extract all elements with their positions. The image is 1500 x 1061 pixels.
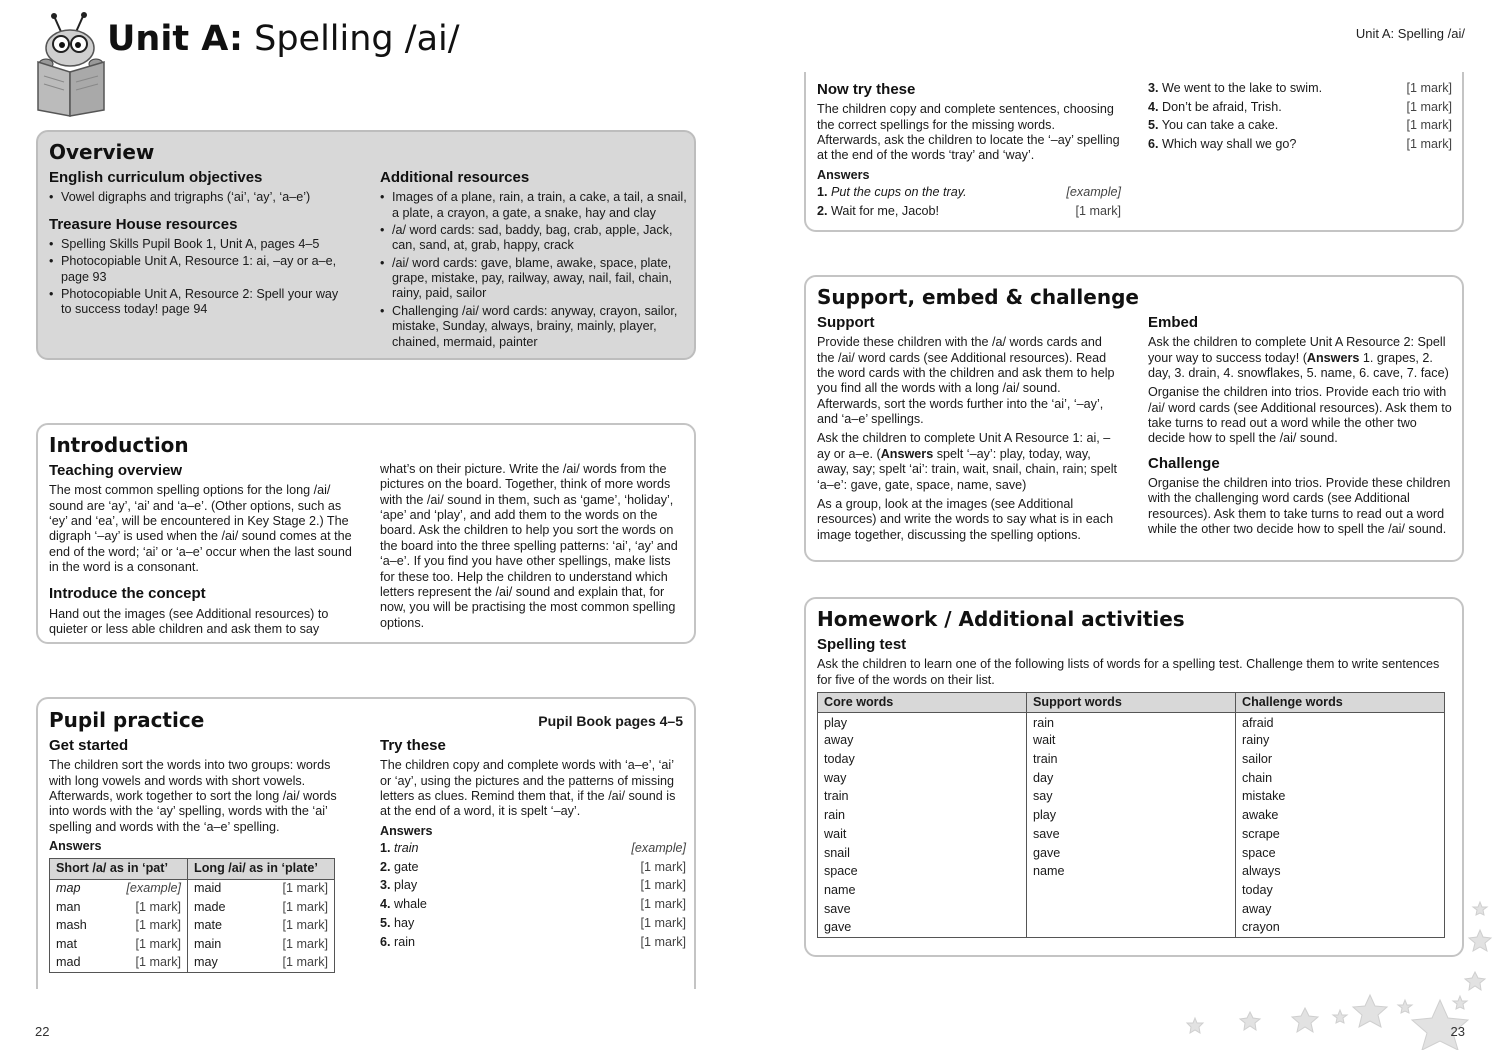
long-word: may bbox=[194, 955, 218, 970]
pupil-book-pages: Pupil Book pages 4–5 bbox=[538, 713, 683, 729]
mark-label: [1 mark] bbox=[640, 915, 686, 930]
mark-label: [1 mark] bbox=[640, 934, 686, 949]
answer-number: 3. bbox=[1148, 81, 1159, 95]
mark-label: [1 mark] bbox=[135, 937, 181, 952]
support-embed-challenge-box bbox=[804, 275, 1464, 562]
treasure-item: • Spelling Skills Pupil Book 1, Unit A, pages 4–5 bbox=[49, 237, 349, 252]
support-group-text: As a group, look at the images (see Additional resources) and write the words to say what is in each image together, discussing the spelling options. bbox=[817, 496, 1114, 542]
vowel-sort-table bbox=[49, 858, 335, 973]
table-row bbox=[50, 879, 335, 898]
table-row bbox=[818, 750, 1445, 769]
embed-heading: Embed bbox=[1148, 314, 1199, 331]
word-cell: day bbox=[1027, 769, 1236, 788]
answer-item bbox=[1148, 79, 1452, 98]
long-word: main bbox=[194, 937, 222, 952]
table-cell bbox=[188, 935, 335, 954]
word-cell: today bbox=[818, 750, 1027, 769]
word-cell: awake bbox=[1236, 806, 1445, 825]
answer-item bbox=[1148, 116, 1452, 135]
support-heading: Support, embed & challenge bbox=[817, 285, 1139, 309]
answer-number: 1. bbox=[380, 841, 391, 856]
answer-item bbox=[380, 933, 686, 952]
table-row bbox=[50, 935, 335, 954]
word-cell: always bbox=[1236, 863, 1445, 882]
short-word: mash bbox=[56, 918, 87, 933]
get-started-column bbox=[49, 737, 349, 973]
word-cell: play bbox=[818, 713, 1027, 732]
introduce-concept-text: Hand out the images (see Additional resources) to quieter or less able children and ask them to say bbox=[49, 606, 329, 637]
table-row bbox=[818, 788, 1445, 807]
long-word: mate bbox=[194, 918, 222, 933]
resource-item: • Challenging /ai/ word cards: anyway, crayon, sailor, mistake, Sunday, always, brainy, mainly, player, chained, mermaid, painter bbox=[380, 304, 688, 350]
answer-item bbox=[1148, 135, 1452, 154]
answer-number: 6. bbox=[1148, 137, 1159, 152]
introduction-left-column bbox=[49, 462, 355, 641]
answer-word: Which way shall we go? bbox=[1162, 137, 1297, 152]
introduction-right-column bbox=[380, 462, 688, 635]
word-cell: away bbox=[818, 732, 1027, 751]
short-word: mat bbox=[56, 937, 77, 952]
running-head: Unit A: Spelling /ai/ bbox=[1355, 26, 1465, 41]
mark-label: [example] bbox=[126, 881, 181, 896]
table-row bbox=[818, 844, 1445, 863]
answer-number: 3. bbox=[380, 878, 391, 893]
mark-label: [1 mark] bbox=[282, 881, 328, 896]
support-resource-text: Ask the children to complete Unit A Resource 1: ai, –ay or a–e. (Answers spelt ‘–ay’: play, today, way, away, say; spelt ‘ai’: train, wait, snail, chain, rain; spelt ‘a–e’: gave, gate, space, name, save) bbox=[817, 431, 1118, 492]
word-cell: rainy bbox=[1236, 732, 1445, 751]
table-header: Core words bbox=[818, 693, 1027, 713]
embed-trio-text: Organise the children into trios. Provide each trio with /ai/ word cards (see Additional resources). Ask them to take turns to read out a word while the other two decide how to spell the /ai/ sound. bbox=[1148, 385, 1452, 446]
word-cell: rain bbox=[818, 806, 1027, 825]
embed-text: Ask the children to complete Unit A Resource 2: Spell your way to success today! (Answers 1. grapes, 2. day, 3. drain, 4. snowflakes, 5. name, 6. cave, 7. face) bbox=[1148, 335, 1449, 381]
answer-number: 1. bbox=[817, 185, 828, 200]
mark-label: [1 mark] bbox=[282, 937, 328, 952]
table-cell bbox=[188, 898, 335, 917]
word-cell: chain bbox=[1236, 769, 1445, 788]
answer-number: 6. bbox=[380, 934, 391, 949]
table-row bbox=[50, 898, 335, 917]
table-cell bbox=[50, 898, 188, 917]
mark-label: [1 mark] bbox=[1406, 137, 1452, 152]
challenge-heading: Challenge bbox=[1148, 454, 1220, 472]
answer-item bbox=[380, 876, 686, 895]
support-subheading: Support bbox=[817, 314, 875, 331]
table-row bbox=[818, 713, 1445, 732]
mark-label: [1 mark] bbox=[282, 918, 328, 933]
spelling-test-text: Ask the children to learn one of the following lists of words for a spelling test. Challenge them to write sentences for five of the words on their list. bbox=[817, 657, 1440, 687]
answer-item bbox=[380, 895, 686, 914]
word-cell: snail bbox=[818, 844, 1027, 863]
support-text: Provide these children with the /a/ words cards and the /ai/ word cards (see Additional resources). Read the word cards with the children and ask them to help you find all the words with a long /ai/ sound. Afterwards, sort the words further into the ‘ai’, ‘–ay’, and ‘a–e’ spellings. bbox=[817, 335, 1115, 427]
table-cell bbox=[188, 954, 335, 973]
answer-item bbox=[380, 858, 686, 877]
answer-number: 5. bbox=[1148, 118, 1159, 133]
overview-left-column bbox=[49, 169, 349, 320]
resource-item: • Images of a plane, rain, a train, a cake, a tail, a snail, a plate, a crayon, a gate, a snake, hay and clay bbox=[380, 190, 688, 221]
treasure-item: • Photocopiable Unit A, Resource 1: ai, –ay or a–e, page 93 bbox=[49, 254, 349, 285]
word-cell: wait bbox=[1027, 732, 1236, 751]
word-cell: train bbox=[1027, 750, 1236, 769]
teaching-overview-heading: Teaching overview bbox=[49, 462, 183, 479]
word-cell: way bbox=[818, 769, 1027, 788]
answer-word: Put the cups on the tray. bbox=[831, 185, 967, 200]
answers-label: Answers bbox=[49, 839, 102, 854]
short-word: man bbox=[56, 899, 81, 914]
try-these-text: The children copy and complete words with ‘a–e’, ‘ai’ or ‘ay’, using the pictures and the patterns of missing letters as clues. Remind them that, if the /ai/ sound is at the end of a word, it is spelt ‘–ay’. bbox=[380, 758, 676, 819]
word-cell: today bbox=[1236, 881, 1445, 900]
now-answers-right bbox=[1148, 79, 1452, 154]
mark-label: [1 mark] bbox=[282, 899, 328, 914]
mark-label: [1 mark] bbox=[640, 859, 686, 874]
word-cell: space bbox=[1236, 844, 1445, 863]
support-column bbox=[817, 314, 1119, 547]
answer-word: We went to the lake to swim. bbox=[1162, 81, 1323, 95]
long-word: made bbox=[194, 899, 226, 914]
homework-heading: Homework / Additional activities bbox=[817, 607, 1185, 631]
right-page bbox=[750, 0, 1500, 1061]
challenge-text: Organise the children into trios. Provide these children with the challenging word cards (see Additional resources). Ask them to take turns to read out a word while the other two decide how to spell the /ai/ sound. bbox=[1148, 476, 1451, 537]
answer-item bbox=[380, 839, 686, 858]
answer-number: 2. bbox=[817, 203, 828, 218]
get-started-text: The children sort the words into two groups: words with long vowels and words with short vowels. Afterwards, work together to sort the long /ai/ words into words with the ‘ay’ spelling, words with the ‘ai’ spelling and words with the ‘a–e’ spelling. bbox=[49, 758, 337, 834]
word-cell: wait bbox=[818, 825, 1027, 844]
table-cell bbox=[50, 935, 188, 954]
teaching-overview-text: The most common spelling options for the long /ai/ sound are ‘ay’, ‘ai’ and ‘a–e’. (Other options, such as ‘ey’ and ‘ea’, will be encountered in Key Stage 2.) The digraph ‘–ay’ is used when the /ai/ sound comes at the end of the word; ‘ai’ or ‘a–e’ occur when the last sound in the word is a consonant. bbox=[49, 483, 352, 575]
introduction-continued-text: what’s on their picture. Write the /ai/ words from the pictures on the board. Together, think of more words with the /ai/ sound in them, such as ‘game’, ‘holiday’, ‘ape’ and ‘play’, and add them to the words on the board. Ask the children to help you sort the words on the board into the three spelling patterns: ‘ai’, ‘ay’ and ‘a–e’. If you find you have other spellings, make lists for these too. Help the children to understand which letters represent the /ai/ sound and explain that, for now, you will be practising the most common spelling options. bbox=[380, 462, 678, 630]
table-header: Challenge words bbox=[1236, 693, 1445, 713]
mark-label: [1 mark] bbox=[1075, 203, 1121, 218]
now-answers-left bbox=[817, 183, 1121, 220]
now-try-these-heading: Now try these bbox=[817, 81, 916, 98]
mark-label: [1 mark] bbox=[135, 899, 181, 914]
table-header: Support words bbox=[1027, 693, 1236, 713]
answer-item bbox=[817, 183, 1121, 202]
introduce-concept-heading: Introduce the concept bbox=[49, 585, 206, 603]
word-cell: away bbox=[1236, 900, 1445, 919]
long-word: maid bbox=[194, 881, 222, 896]
answer-word: rain bbox=[394, 934, 416, 949]
table-cell bbox=[188, 917, 335, 936]
word-cell: name bbox=[818, 881, 1027, 900]
reading-bug-mascot-icon bbox=[32, 12, 110, 120]
word-cell: rain bbox=[1027, 713, 1236, 732]
mark-label: [1 mark] bbox=[1406, 118, 1452, 133]
spelling-test-section bbox=[817, 636, 1453, 938]
mark-label: [1 mark] bbox=[640, 878, 686, 893]
mark-label: [1 mark] bbox=[1406, 99, 1452, 114]
introduction-heading: Introduction bbox=[49, 433, 189, 457]
answer-item bbox=[380, 914, 686, 933]
table-header: Short /a/ as in ‘pat’ bbox=[50, 859, 188, 879]
word-cell: train bbox=[818, 788, 1027, 807]
answer-number: 4. bbox=[1148, 99, 1159, 114]
overview-box bbox=[36, 130, 696, 360]
mark-label: [example] bbox=[1066, 185, 1121, 200]
resource-item: • /a/ word cards: sad, baddy, bag, crab, apple, Jack, can, sand, at, grab, happy, crack bbox=[380, 223, 688, 254]
pupil-practice-heading: Pupil practice bbox=[49, 708, 205, 732]
resource-item: • /ai/ word cards: gave, blame, awake, space, plate, grape, mistake, pay, railway, away, nail, fail, chain, rainy, paid, sailor bbox=[380, 256, 688, 302]
additional-resources-heading: Additional resources bbox=[380, 169, 530, 186]
table-cell bbox=[50, 917, 188, 936]
table-row bbox=[818, 881, 1445, 900]
answer-word: You can take a cake. bbox=[1161, 118, 1279, 133]
objective-item: • Vowel digraphs and trigraphs (‘ai’, ‘ay’, ‘a–e’) bbox=[49, 190, 349, 205]
get-started-heading: Get started bbox=[49, 737, 129, 754]
introduction-box bbox=[36, 423, 696, 644]
word-cell: save bbox=[1027, 825, 1236, 844]
overview-right-column bbox=[380, 169, 688, 352]
table-row bbox=[818, 825, 1445, 844]
mark-label: [1 mark] bbox=[135, 955, 181, 970]
word-cell: crayon bbox=[1236, 919, 1445, 938]
try-these-column bbox=[380, 737, 686, 951]
answer-number: 4. bbox=[380, 897, 391, 912]
mark-label: [1 mark] bbox=[135, 918, 181, 933]
page-title: Unit A: Spelling /ai/ bbox=[107, 19, 460, 59]
word-cell: play bbox=[1027, 806, 1236, 825]
embed-challenge-column bbox=[1148, 314, 1456, 542]
word-cell: mistake bbox=[1236, 788, 1445, 807]
word-cell: gave bbox=[818, 919, 1027, 938]
answer-word: whale bbox=[394, 897, 427, 912]
answer-word: train bbox=[394, 841, 419, 856]
table-header: Long /ai/ as in ‘plate’ bbox=[188, 859, 335, 879]
treasure-house-heading: Treasure House resources bbox=[49, 215, 238, 233]
spelling-test-heading: Spelling test bbox=[817, 636, 907, 653]
word-cell: afraid bbox=[1236, 713, 1445, 732]
answer-item bbox=[817, 202, 1121, 221]
page-number-left: 22 bbox=[35, 1024, 50, 1039]
objectives-heading: English curriculum objectives bbox=[49, 169, 263, 186]
now-try-these-text: The children copy and complete sentences, choosing the correct spellings for the missing words. Afterwards, ask the children to locate the ‘–ay’ spelling at the end of the words ‘tray’ and ‘way’. bbox=[817, 102, 1120, 163]
word-cell: sailor bbox=[1236, 750, 1445, 769]
short-word: map bbox=[56, 881, 81, 896]
word-cell: save bbox=[818, 900, 1027, 919]
mark-label: [1 mark] bbox=[1406, 81, 1452, 95]
answer-word: hay bbox=[394, 915, 415, 930]
table-cell bbox=[50, 954, 188, 973]
table-row bbox=[818, 806, 1445, 825]
treasure-item: • Photocopiable Unit A, Resource 2: Spell your way to success today! page 94 bbox=[49, 287, 349, 318]
table-row bbox=[50, 917, 335, 936]
word-cell: scrape bbox=[1236, 825, 1445, 844]
answer-word: Wait for me, Jacob! bbox=[831, 203, 940, 218]
word-cell: say bbox=[1027, 788, 1236, 807]
table-cell bbox=[188, 879, 335, 898]
word-cell: name bbox=[1027, 863, 1236, 882]
now-try-these-box bbox=[804, 72, 1464, 232]
answers-label: Answers bbox=[817, 167, 870, 182]
mark-label: [1 mark] bbox=[282, 955, 328, 970]
mark-label: [example] bbox=[631, 841, 686, 856]
answer-word: gate bbox=[394, 859, 419, 874]
table-row bbox=[818, 769, 1445, 788]
pupil-practice-box bbox=[36, 697, 696, 989]
answer-word: Don’t be afraid, Trish. bbox=[1162, 99, 1282, 114]
word-cell bbox=[1027, 881, 1236, 900]
page-number-right: 23 bbox=[1450, 1024, 1465, 1039]
table-row bbox=[818, 863, 1445, 882]
answers-label: Answers bbox=[380, 823, 433, 838]
answer-number: 2. bbox=[380, 859, 391, 874]
answer-word: play bbox=[394, 878, 418, 893]
short-word: mad bbox=[56, 955, 81, 970]
overview-heading: Overview bbox=[49, 140, 155, 164]
mark-label: [1 mark] bbox=[640, 897, 686, 912]
table-cell bbox=[50, 879, 188, 898]
table-row bbox=[50, 954, 335, 973]
try-these-answers bbox=[380, 839, 686, 951]
table-row bbox=[818, 732, 1445, 751]
answer-item bbox=[1148, 98, 1452, 117]
now-try-these-left bbox=[817, 81, 1121, 220]
word-cell: space bbox=[818, 863, 1027, 882]
try-these-heading: Try these bbox=[380, 737, 446, 754]
answer-number: 5. bbox=[380, 915, 391, 930]
word-cell: gave bbox=[1027, 844, 1236, 863]
